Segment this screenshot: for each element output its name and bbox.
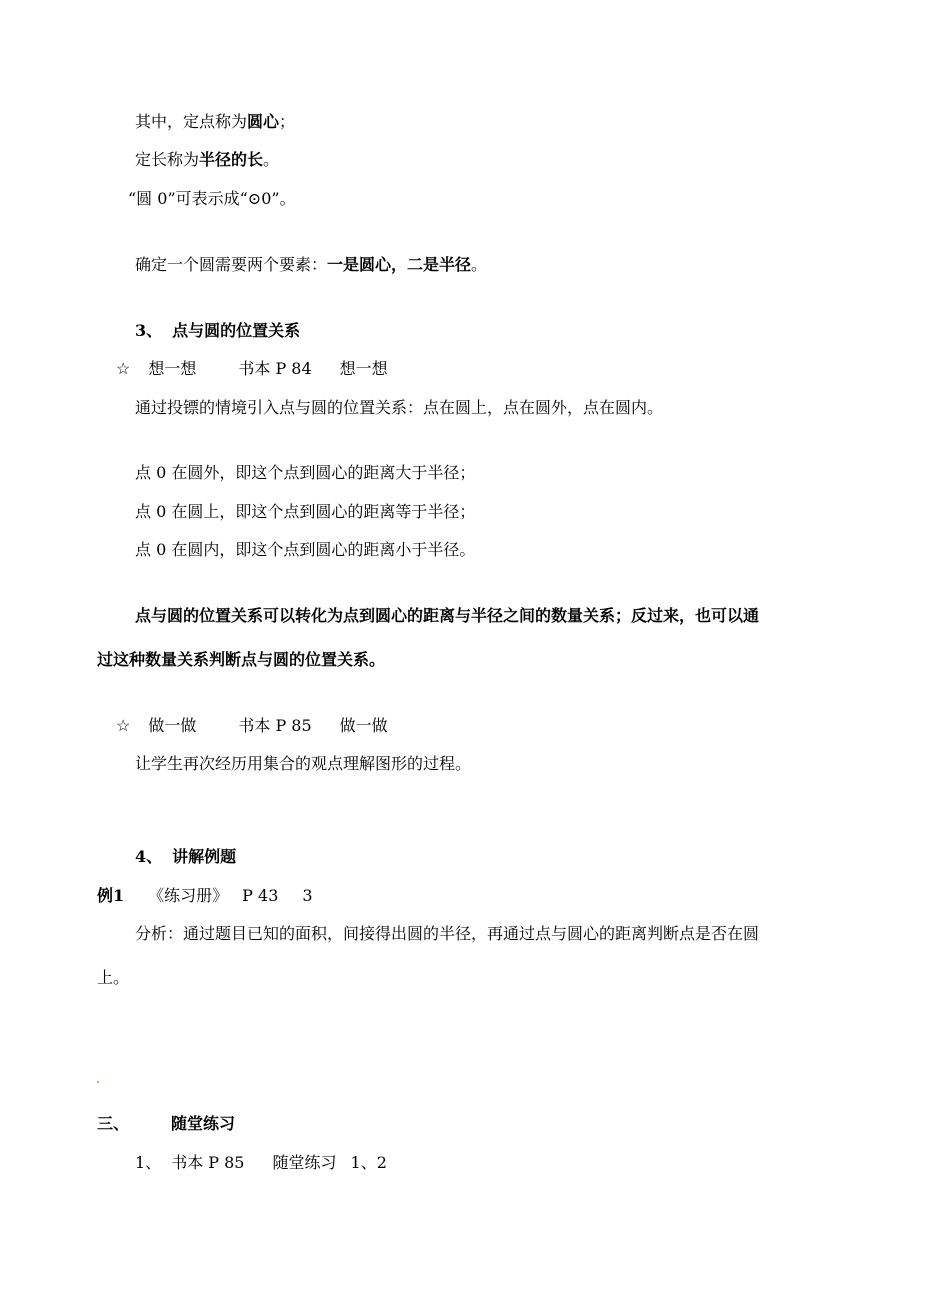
think-reference: 书本 P 84 [238, 359, 312, 378]
example-1-book: 《练习册》 [148, 886, 229, 905]
example-1-line [97, 886, 313, 906]
paragraph-center-definition [135, 112, 295, 132]
do-label: 做一做 [148, 716, 197, 735]
analysis-line-2: 上。 [97, 968, 130, 987]
think-label: 想一想 [148, 359, 197, 378]
center-prefix: 其中，定点称为 [135, 112, 248, 131]
elements-prefix: 确定一个圆需要两个要素： [135, 255, 328, 274]
elements-suffix: 。 [471, 255, 488, 274]
center-suffix: ； [279, 112, 296, 131]
case-outside: 点 0 在圆外，即这个点到圆心的距离大于半径； [135, 463, 476, 482]
do-reference: 书本 P 85 [238, 716, 312, 735]
section-3-title: 点与圆的位置关系 [172, 321, 301, 340]
section-4-heading [135, 847, 236, 867]
exercise-1-label: 随堂练习 [272, 1153, 337, 1172]
analysis-line-1: 分析：通过题目已知的面积，间接得出圆的半径，再通过点与圆心的距离判断点是否在圆 [135, 924, 760, 943]
star-icon: ☆ [116, 716, 131, 735]
paragraph-do: 让学生再次经历用集合的观点理解图形的过程。 [135, 754, 472, 773]
exercise-1-book: 书本 P 85 [171, 1153, 245, 1172]
conclusion-line-1: 点与圆的位置关系可以转化为点到圆心的距离与半径之间的数量关系；反过来，也可以通 [135, 606, 760, 625]
radius-term: 半径的长 [199, 150, 264, 169]
think-line [116, 359, 388, 379]
example-1-label: 例1 [97, 886, 125, 905]
conclusion-line-2: 过这种数量关系判断点与圆的位置关系。 [97, 650, 386, 669]
radius-suffix: 。 [263, 150, 280, 169]
paragraph-elements [135, 255, 487, 275]
do-line [116, 716, 388, 736]
section-three-title: 随堂练习 [171, 1114, 236, 1133]
section-4-title: 讲解例题 [172, 847, 237, 866]
radius-prefix: 定长称为 [135, 150, 200, 169]
exercise-1-line [135, 1153, 387, 1173]
paragraph-intro: 通过投镖的情境引入点与圆的位置关系：点在圆上，点在圆外，点在圆内。 [135, 398, 664, 417]
exercise-1-items: 1、2 [350, 1153, 387, 1172]
star-icon: ☆ [116, 359, 131, 378]
section-three-heading [97, 1114, 235, 1134]
example-1-page: P 43 [242, 886, 279, 905]
think-label-2: 想一想 [339, 359, 388, 378]
exercise-1-number: 1、 [135, 1153, 162, 1172]
case-inside: 点 0 在圆内，即这个点到圆心的距离小于半径。 [135, 540, 476, 559]
section-three-number: 三、 [97, 1114, 130, 1133]
section-4-number: 4、 [135, 847, 163, 866]
section-3-heading [135, 321, 300, 341]
case-on: 点 0 在圆上，即这个点到圆心的距离等于半径； [135, 502, 476, 521]
do-label-2: 做一做 [339, 716, 388, 735]
elements-term: 一是圆心，二是半径 [327, 255, 472, 274]
paragraph-radius-definition [135, 150, 279, 170]
section-3-number: 3、 [135, 321, 163, 340]
stray-mark [97, 1081, 99, 1083]
center-term: 圆心 [247, 112, 280, 131]
paragraph-notation: “圆 0”可表示成“⊙0”。 [128, 189, 296, 208]
example-1-number: 3 [302, 886, 313, 905]
